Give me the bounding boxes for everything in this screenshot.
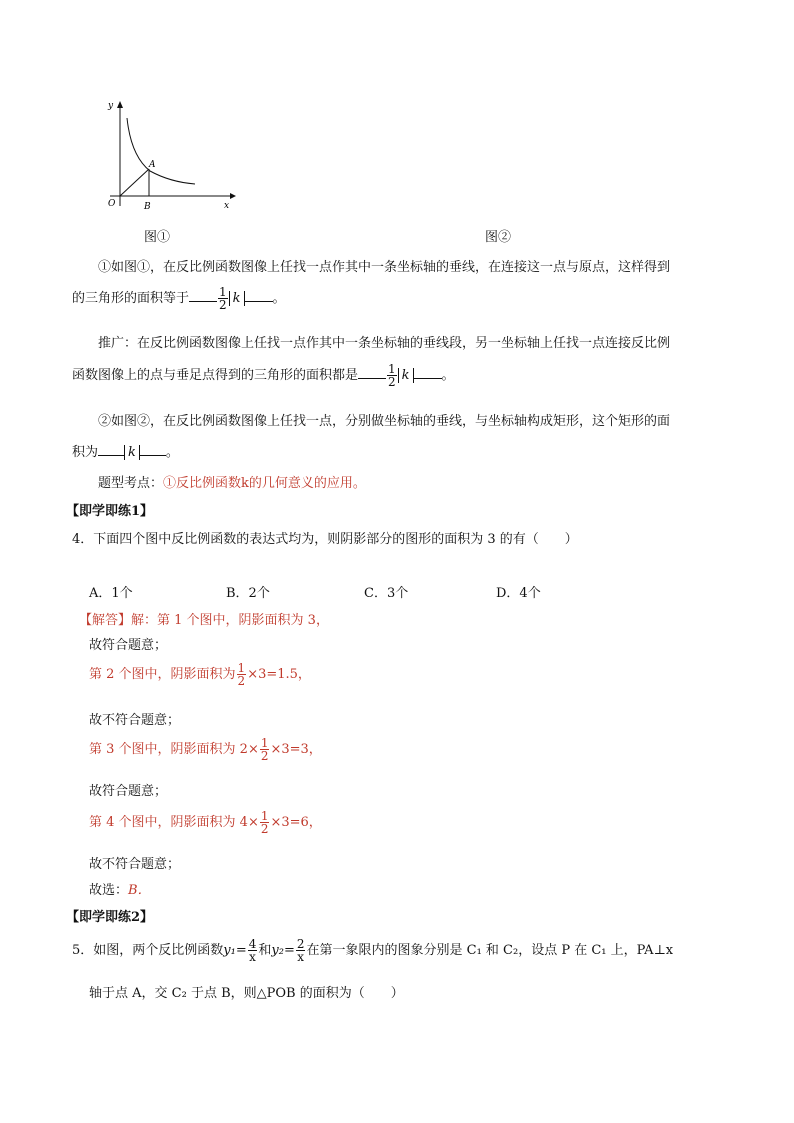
- y1-label: y₁=: [223, 943, 247, 958]
- fraction-half-2: [387, 363, 397, 388]
- answer-line-9: [89, 879, 151, 898]
- and-word: 和: [258, 943, 272, 958]
- point-a-label: A: [149, 160, 156, 170]
- answer-blank-1: [189, 301, 217, 302]
- answer-line-2: 故符合题意；: [89, 638, 168, 653]
- para2-line2: [72, 363, 455, 388]
- fraction-numerator: 1: [388, 362, 396, 376]
- answer-line-9-prefix: 故选：: [89, 883, 129, 898]
- topic-text: ①反比例函数k的几何意义的应用。: [163, 476, 366, 491]
- fraction-denominator: 2: [260, 749, 269, 763]
- fraction-4-over-x: [248, 938, 258, 963]
- question-5-line1: [72, 938, 673, 963]
- hyperbola-curve: [127, 118, 195, 184]
- fraction-numerator: 1: [260, 736, 269, 750]
- option-a: A．1个: [89, 586, 133, 601]
- answer-line-1-text: 解：第 1 个图中，阴影面积为 3，: [131, 613, 329, 628]
- answer-line-5-suffix: ×3=3，: [270, 742, 322, 757]
- answer-blank-3-tail: [140, 455, 166, 456]
- fraction-numerator: 1: [237, 661, 246, 675]
- para3-line2: [72, 441, 179, 460]
- figure-1-graph: [100, 96, 240, 214]
- answer-line-8: 故不符合题意；: [89, 857, 181, 872]
- fraction-denominator: x: [297, 950, 305, 964]
- answer-blank-2-tail: [414, 378, 442, 379]
- topic-line: [98, 472, 366, 491]
- fraction-numerator: 4: [248, 937, 257, 951]
- answer-line-7: [89, 810, 322, 835]
- question-5-prefix: 5．如图，两个反比例函数: [72, 943, 224, 958]
- fraction-denominator: 2: [388, 375, 396, 389]
- topic-prefix: 题型考点：: [98, 476, 164, 491]
- abs-k-1: k: [229, 291, 245, 306]
- y-axis-arrow-icon: [117, 101, 123, 108]
- fraction-numerator: 1: [260, 809, 269, 823]
- fraction-denominator: 2: [237, 674, 246, 688]
- answer-line-4: 故不符合题意；: [89, 713, 181, 728]
- fraction-half-1: [218, 286, 228, 311]
- question-5-mid: 在第一象限内的图象分别是 C₁ 和 C₂，设点 P 在 C₁ 上，PA⊥x: [306, 943, 674, 958]
- answer-blank-2: [358, 378, 386, 379]
- answer-line-3-suffix: ×3=1.5，: [247, 667, 311, 682]
- x-axis-arrow-icon: [230, 193, 236, 199]
- answer-tag: 【解答】: [79, 613, 132, 628]
- practice1-heading: 【即学即练1】: [66, 504, 154, 519]
- caption-fig1: 图①: [144, 230, 171, 245]
- answer-line-3-prefix: 第 2 个图中，阴影面积为: [89, 667, 236, 682]
- fraction-numerator: 2: [296, 937, 305, 951]
- para1-line1: ①如图①，在反比例函数图像上任找一点作其中一条坐标轴的垂线，在连接这一点与原点，这样得到: [98, 260, 671, 275]
- fraction-half-4: [260, 737, 270, 762]
- option-c: C．3个: [364, 586, 409, 601]
- question-4: 4．下面四个图中反比例函数的表达式均为，则阴影部分的图形的面积为 3 的有（ ）: [72, 532, 578, 547]
- answer-choice: B．: [128, 883, 151, 898]
- option-d: D．4个: [496, 586, 541, 601]
- fraction-numerator: 1: [219, 285, 227, 299]
- origin-label: O: [108, 199, 116, 209]
- answer-line-5: [89, 737, 322, 762]
- answer-line-3: [89, 662, 311, 687]
- fraction-half-5: [260, 810, 270, 835]
- end-mark-3: 。: [165, 445, 179, 460]
- end-mark-2: 。: [441, 368, 455, 383]
- x-axis-label: x: [224, 201, 230, 211]
- fraction-denominator: 2: [219, 298, 227, 312]
- fraction-denominator: x: [249, 950, 256, 964]
- para3-line1: ②如图②，在反比例函数图像上任找一点，分别做坐标轴的垂线，与坐标轴构成矩形，这个矩形的面: [98, 414, 671, 429]
- para1-line2-prefix: 的三角形的面积等于: [72, 291, 190, 306]
- answer-blank-3: [98, 455, 124, 456]
- end-mark-1: 。: [272, 291, 286, 306]
- para2-line2-prefix: 函数图像上的点与垂足点得到的三角形的面积都是: [72, 368, 359, 383]
- fraction-denominator: 2: [260, 822, 269, 836]
- answer-line-7-suffix: ×3=6，: [270, 815, 322, 830]
- question-5-line2: 轴于点 A，交 C₂ 于点 B，则△POB 的面积为（ ）: [89, 986, 404, 1001]
- segment-oa: [120, 169, 149, 196]
- option-b: B．2个: [226, 586, 270, 601]
- y-axis-label: y: [108, 101, 114, 111]
- practice2-heading: 【即学即练2】: [66, 910, 154, 925]
- answer-line-6: 故符合题意；: [89, 784, 168, 799]
- point-b-label: B: [144, 202, 151, 212]
- para2-line1: 推广：在反比例函数图像上任找一点作其中一条坐标轴的垂线段，另一坐标轴上任找一点连接反比例: [98, 336, 671, 351]
- abs-k-2: k: [398, 368, 414, 383]
- fraction-2-over-x: [296, 938, 306, 963]
- answer-line-7-prefix: 第 4 个图中，阴影面积为 4×: [89, 815, 259, 830]
- answer-blank-1-tail: [245, 301, 273, 302]
- para3-line2-prefix: 积为: [72, 445, 99, 460]
- para1-line2: [72, 286, 286, 311]
- fraction-half-3: [237, 662, 247, 687]
- answer-line-5-prefix: 第 3 个图中，阴影面积为 2×: [89, 742, 259, 757]
- caption-fig2: 图②: [485, 230, 512, 245]
- abs-k-3: k: [124, 445, 140, 460]
- y2-label: y₂=: [271, 943, 295, 958]
- answer-line-1: [79, 609, 329, 628]
